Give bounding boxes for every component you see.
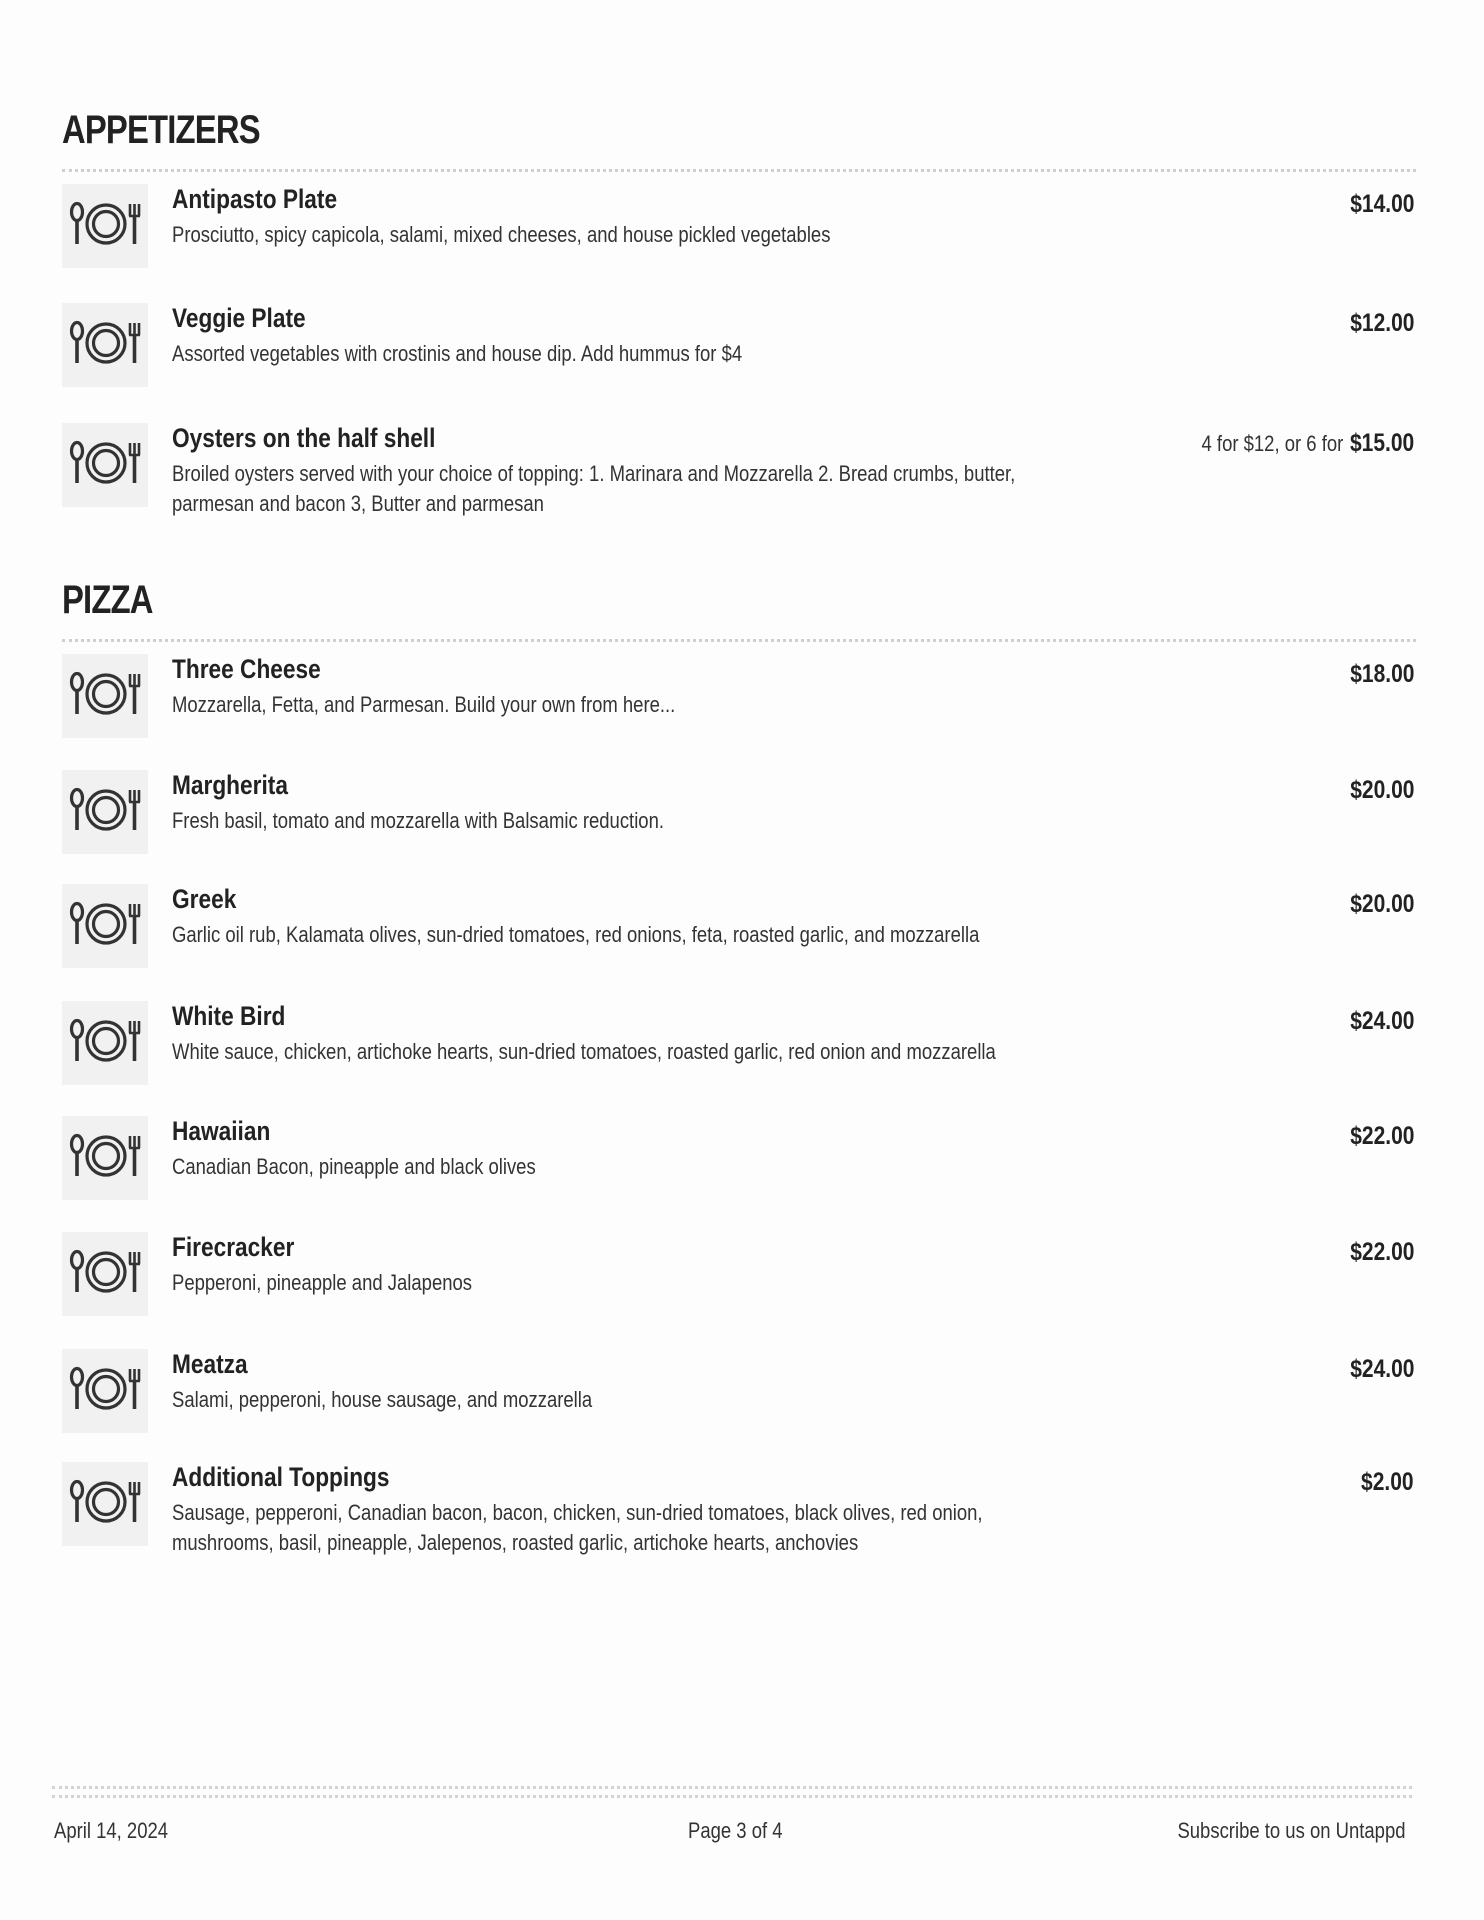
- item-price: $14.00: [1349, 190, 1414, 218]
- item-description: Broiled oysters served with your choice of topping: 1. Marinara and Mozzarella 2. Bread crumbs, butter, parmesan and bacon 3, Butter and parmesan: [172, 461, 1016, 516]
- item-description: Pepperoni, pineapple and Jalapenos: [172, 1270, 473, 1295]
- plate-cutlery-icon: [62, 1116, 148, 1200]
- item-description: Salami, pepperoni, house sausage, and mozzarella: [172, 1387, 593, 1412]
- item-price: $2.00: [1361, 1468, 1414, 1496]
- item-price: $18.00: [1349, 660, 1414, 688]
- footer-divider: [52, 1786, 1412, 1789]
- section-title-appetizers: APPETIZERS: [62, 108, 260, 152]
- item-price: $12.00: [1349, 309, 1414, 337]
- item-name: Antipasto Plate: [172, 184, 338, 214]
- item-description: Canadian Bacon, pineapple and black olives: [172, 1154, 536, 1179]
- item-description: Fresh basil, tomato and mozzarella with Balsamic reduction.: [172, 808, 664, 833]
- plate-cutlery-icon: [62, 770, 148, 854]
- plate-cutlery-icon: [62, 1232, 148, 1316]
- plate-cutlery-icon: [62, 1001, 148, 1085]
- item-price: $24.00: [1349, 1355, 1414, 1383]
- item-description: Garlic oil rub, Kalamata olives, sun-dried tomatoes, red onions, feta, roasted garlic, and mozzarella: [172, 922, 980, 947]
- section-divider: [62, 169, 1416, 172]
- section-title-pizza: PIZZA: [62, 578, 153, 622]
- item-name: Oysters on the half shell: [172, 423, 436, 453]
- item-name: Meatza: [172, 1349, 248, 1379]
- plate-cutlery-icon: [62, 1349, 148, 1433]
- item-name: Firecracker: [172, 1232, 295, 1262]
- plate-cutlery-icon: [62, 1462, 148, 1546]
- plate-cutlery-icon: [62, 423, 148, 507]
- plate-cutlery-icon: [62, 184, 148, 268]
- item-name: White Bird: [172, 1001, 286, 1031]
- item-name: Three Cheese: [172, 654, 321, 684]
- item-description: Sausage, pepperoni, Canadian bacon, bacon, chicken, sun-dried tomatoes, black olives, red onion, mushrooms, basil, pineapple, Jalepenos, roasted garlic, artichoke hearts, anchovies: [172, 1500, 983, 1555]
- item-price-group: [1201, 429, 1414, 458]
- item-price: $20.00: [1349, 890, 1414, 918]
- item-description: White sauce, chicken, artichoke hearts, sun-dried tomatoes, roasted garlic, red onion and mozzarella: [172, 1039, 996, 1064]
- plate-cutlery-icon: [62, 654, 148, 738]
- item-price: $22.00: [1349, 1122, 1414, 1150]
- footer-date: April 14, 2024: [54, 1818, 169, 1843]
- item-description: Prosciutto, spicy capicola, salami, mixed cheeses, and house pickled vegetables: [172, 222, 831, 247]
- item-description: Mozzarella, Fetta, and Parmesan. Build your own from here...: [172, 692, 676, 717]
- footer-divider: [52, 1795, 1412, 1798]
- item-price-note: 4 for $12, or 6 for: [1201, 431, 1344, 456]
- plate-cutlery-icon: [62, 303, 148, 387]
- item-price: $15.00: [1349, 429, 1414, 457]
- item-name: Hawaiian: [172, 1116, 271, 1146]
- item-name: Additional Toppings: [172, 1462, 390, 1492]
- footer-page-number: Page 3 of 4: [688, 1818, 783, 1843]
- item-price: $22.00: [1349, 1238, 1414, 1266]
- item-price: $24.00: [1349, 1007, 1414, 1035]
- item-name: Veggie Plate: [172, 303, 306, 333]
- item-name: Margherita: [172, 770, 288, 800]
- item-description: Assorted vegetables with crostinis and house dip. Add hummus for $4: [172, 341, 743, 366]
- plate-cutlery-icon: [62, 884, 148, 968]
- item-price: $20.00: [1349, 776, 1414, 804]
- section-divider: [62, 639, 1416, 642]
- footer-subscribe-link[interactable]: Subscribe to us on Untappd: [1177, 1818, 1406, 1843]
- item-name: Greek: [172, 884, 237, 914]
